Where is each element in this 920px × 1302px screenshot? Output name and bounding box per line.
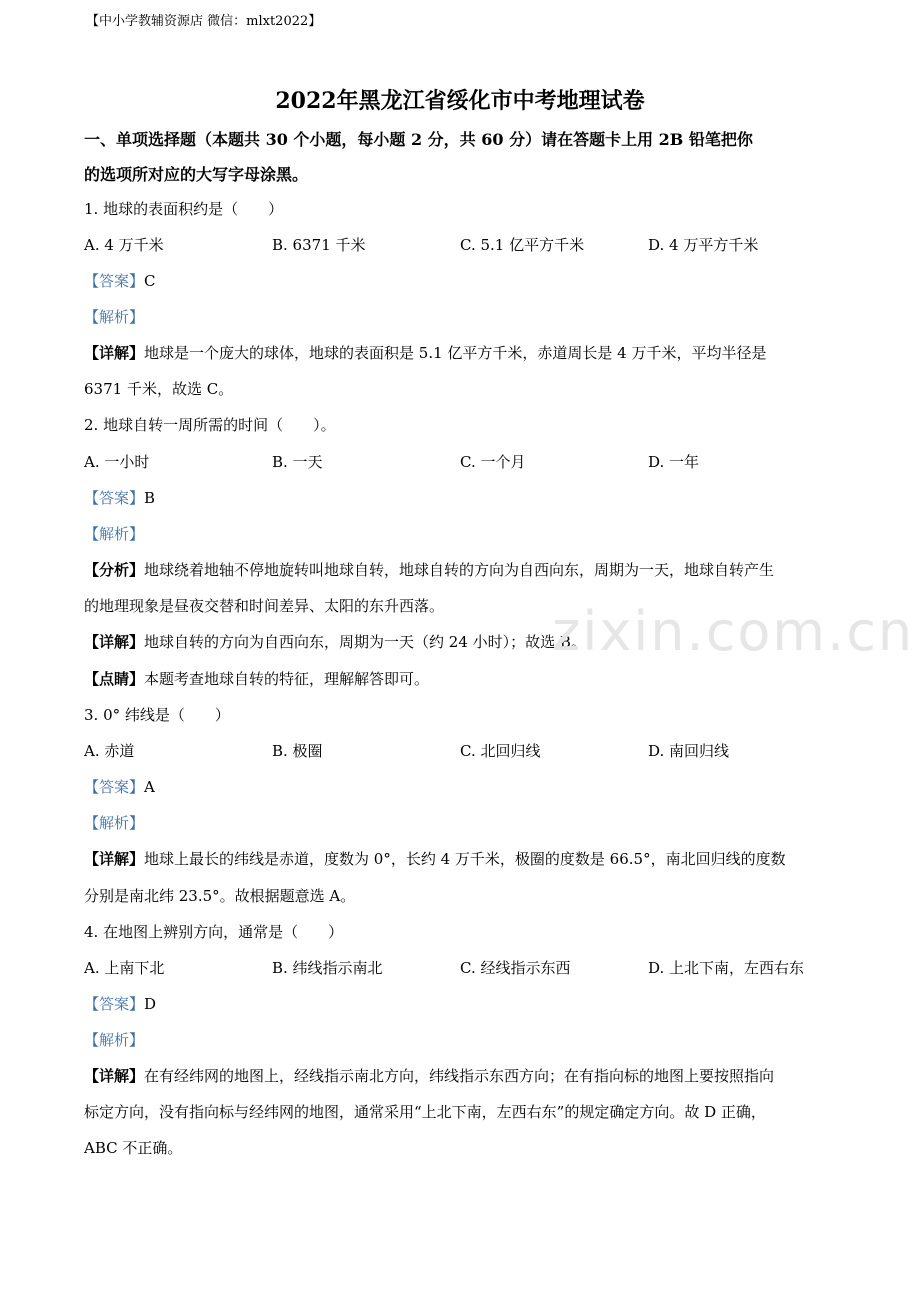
question-3-option-a: A. 赤道: [84, 742, 135, 760]
question-1-detail-line-2: 6371 千米，故选 C。: [84, 380, 234, 398]
question-4-stem: 4. 在地图上辨别方向，通常是（ ）: [84, 923, 344, 941]
answer-value: A: [144, 778, 155, 796]
question-3-detail-line-1: [84, 849, 786, 869]
answer-label: 【答案】: [84, 489, 145, 507]
detail-label: 【详解】: [84, 850, 145, 868]
question-1-analysis: [84, 307, 144, 327]
answer-value: C: [144, 272, 156, 290]
watermark: zixin.com.cn: [552, 600, 915, 663]
analysis-label: 【解析】: [84, 525, 145, 543]
question-3-answer: [84, 777, 155, 797]
analysis-label: 【解析】: [84, 308, 145, 326]
question-2-fenxi-line-1: [84, 560, 774, 580]
question-1-option-b: B. 6371 千米: [272, 236, 366, 254]
question-1-option-a: A. 4 万千米: [84, 236, 164, 254]
header-note: 【中小学教辅资源店 微信：mlxt2022】: [86, 14, 322, 29]
question-2-option-b: B. 一天: [272, 453, 323, 471]
question-1-answer: [84, 271, 156, 291]
analysis-label: 【解析】: [84, 814, 145, 832]
question-3-analysis: [84, 813, 144, 833]
question-2-option-d: D. 一年: [648, 453, 700, 471]
dianjing-label: 【点睛】: [84, 670, 145, 688]
analysis-label: 【解析】: [84, 1031, 145, 1049]
question-2-analysis: [84, 524, 144, 544]
question-4-analysis: [84, 1030, 144, 1050]
question-4-option-b: B. 纬线指示南北: [272, 959, 383, 977]
question-3-detail-line-2: 分别是南北纬 23.5°。故根据题意选 A。: [84, 887, 356, 905]
detail-text: 在有经纬网的地图上，经线指示南北方向，纬线指示东西方向；在有指向标的地图上要按照指向: [144, 1067, 775, 1085]
question-4-answer: [84, 994, 156, 1014]
answer-label: 【答案】: [84, 778, 145, 796]
question-2-answer: [84, 488, 155, 508]
question-3-option-b: B. 极圈: [272, 742, 323, 760]
question-2-dianjing: [84, 669, 429, 689]
question-3-option-d: D. 南回归线: [648, 742, 730, 760]
answer-label: 【答案】: [84, 995, 145, 1013]
fenxi-text: 地球绕着地轴不停地旋转叫地球自转，地球自转的方向为自西向东，周期为一天，地球自转产生: [144, 561, 775, 579]
question-1-option-c: C. 5.1 亿平方千米: [460, 236, 585, 254]
question-1-detail-line-1: [84, 343, 767, 363]
detail-text: 地球自转的方向为自西向东，周期为一天（约 24 小时）；故选 B。: [144, 633, 586, 651]
fenxi-label: 【分析】: [84, 561, 145, 579]
question-2-detail-line-1: [84, 632, 586, 652]
answer-value: B: [144, 489, 156, 507]
detail-text: 地球是一个庞大的球体，地球的表面积是 5.1 亿平方千米，赤道周长是 4 万千米，平均半径是: [144, 344, 767, 362]
answer-value: D: [144, 995, 157, 1013]
question-1-option-d: D. 4 万平方千米: [648, 236, 759, 254]
question-2-stem: 2. 地球自转一周所需的时间（ ）。: [84, 416, 336, 434]
question-2-fenxi-line-2: 的地理现象是昼夜交替和时间差异、太阳的东升西落。: [84, 597, 445, 615]
question-3-option-c: C. 北回归线: [460, 742, 541, 760]
question-2-option-a: A. 一小时: [84, 453, 150, 471]
section-heading-line-2: 的选项所对应的大写字母涂黑。: [84, 165, 309, 184]
question-4-option-d: D. 上北下南，左西右东: [648, 959, 805, 977]
question-2-option-c: C. 一个月: [460, 453, 526, 471]
question-4-option-c: C. 经线指示东西: [460, 959, 571, 977]
section-heading-line-1: 一、单项选择题（本题共 30 个小题，每小题 2 分，共 60 分）请在答题卡上用 2B 铅笔把你: [84, 130, 753, 149]
question-3-stem: 3. 0° 纬线是（ ）: [84, 706, 230, 724]
answer-label: 【答案】: [84, 272, 145, 290]
detail-label: 【详解】: [84, 1067, 145, 1085]
question-4-detail-line-2: 标定方向，没有指向标与经纬网的地图，通常采用“上北下南，左西右东”的规定确定方向。故 D 正确，: [84, 1103, 766, 1121]
question-4-detail-line-1: [84, 1066, 774, 1086]
detail-text: 地球上最长的纬线是赤道，度数为 0°，长约 4 万千米，极圈的度数是 66.5°，南北回归线的度数: [144, 850, 786, 868]
page-title: 2022年黑龙江省绥化市中考地理试卷: [275, 88, 645, 114]
question-4-option-a: A. 上南下北: [84, 959, 165, 977]
detail-label: 【详解】: [84, 344, 145, 362]
question-4-detail-line-3: ABC 不正确。: [84, 1139, 183, 1157]
dianjing-text: 本题考查地球自转的特征，理解解答即可。: [144, 670, 430, 688]
detail-label: 【详解】: [84, 633, 145, 651]
question-1-stem: 1. 地球的表面积约是（ ）: [84, 200, 284, 218]
